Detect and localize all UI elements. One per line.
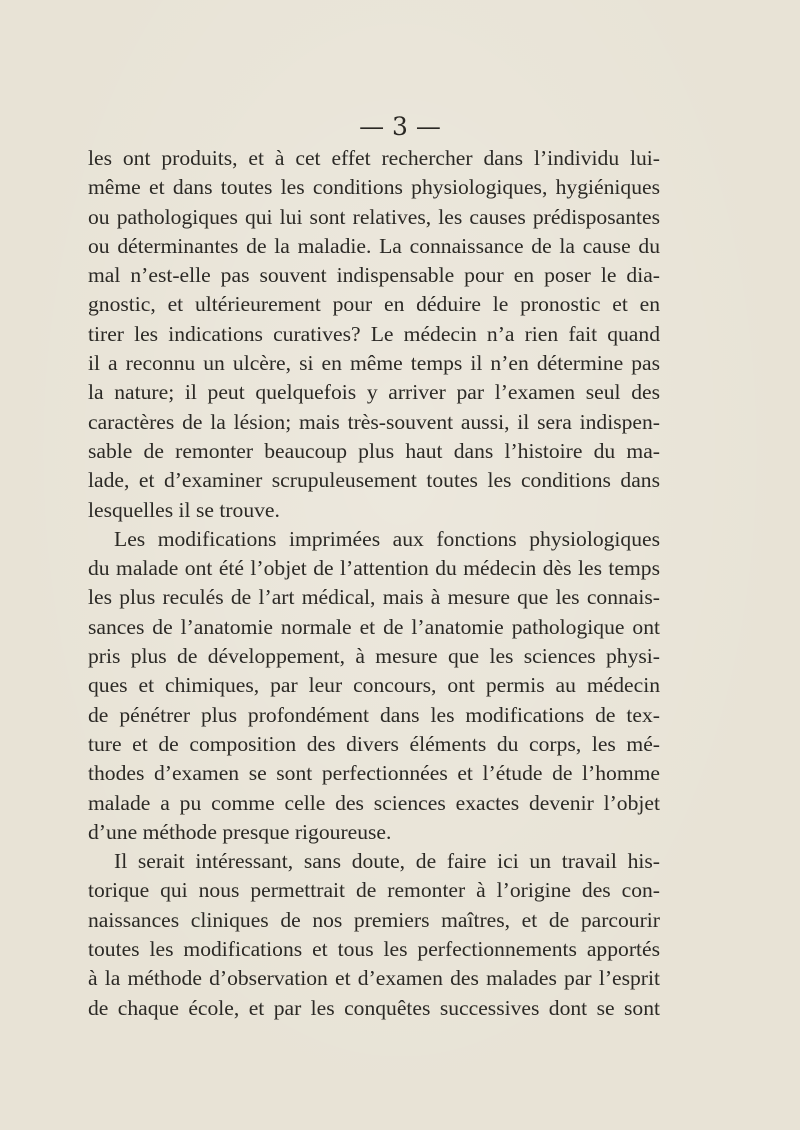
text-line: du malade ont été l’objet de l’attention du médecin dès les temps [88,556,660,581]
text-line: tirer les indications curatives? Le médecin n’a rien fait quand [88,321,660,346]
paragraph-end-line: d’une méthode presque rigoureuse. [88,819,392,844]
text-line: à la méthode d’observation et d’examen des malades par l’esprit [88,966,660,991]
text-line: les ont produits, et à cet effet rechercher dans l’individu lui- [88,146,660,170]
text-line: ou déterminantes de la maladie. La connaissance de la cause du [88,233,660,258]
text-line: caractères de la lésion; mais très-souvent aussi, il sera indispen- [88,409,660,434]
text-line: ture et de composition des divers éléments du corps, les mé- [88,731,660,756]
paragraph-start-line: Les modifications imprimées aux fonctions physiologiques [114,526,660,551]
text-line: pris plus de développement, à mesure que les sciences physi- [88,644,660,669]
text-line: la nature; il peut quelquefois y arriver par l’examen seul des [88,380,660,405]
text-line: de pénétrer plus profondément dans les modifications de tex- [88,702,660,727]
text-line: ques et chimiques, par leur concours, ont permis au médecin [88,673,660,698]
text-line: naissances cliniques de nos premiers maîtres, et de parcourir [88,907,660,932]
text-line: torique qui nous permettrait de remonter à l’origine des con- [88,878,660,903]
text-line: toutes les modifications et tous les perfectionnements apportés [88,937,660,962]
paragraph-start-line: Il serait intéressant, sans doute, de faire ici un travail his- [114,849,660,874]
text-line: thodes d’examen se sont perfectionnées et l’étude de l’homme [88,761,660,786]
text-line: il a reconnu un ulcère, si en même temps il n’en détermine pas [88,351,660,376]
text-line: sable de remonter beaucoup plus haut dans l’histoire du ma- [88,438,660,463]
text-line: mal n’est-elle pas souvent indispensable pour en poser le dia- [88,263,660,288]
text-line: de chaque école, et par les conquêtes successives dont se sont [88,995,660,1020]
text-line: les plus reculés de l’art médical, mais à mesure que les connais- [88,585,660,610]
text-line: même et dans toutes les conditions physiologiques, hygiéniques [88,175,660,200]
text-line: sances de l’anatomie normale et de l’anatomie pathologique ont [88,614,660,639]
text-line: ou pathologiques qui lui sont relatives, les causes prédisposantes [88,204,660,229]
page-number: — 3 — [359,112,441,141]
text-line: lade, et d’examiner scrupuleusement toutes les conditions dans [88,468,660,493]
text-line: gnostic, et ultérieurement pour en déduire le pronostic et en [88,292,660,317]
text-line: malade a pu comme celle des sciences exactes devenir l’objet [88,790,660,815]
paragraph-end-line: lesquelles il se trouve. [88,497,280,522]
body-text [88,144,660,1023]
